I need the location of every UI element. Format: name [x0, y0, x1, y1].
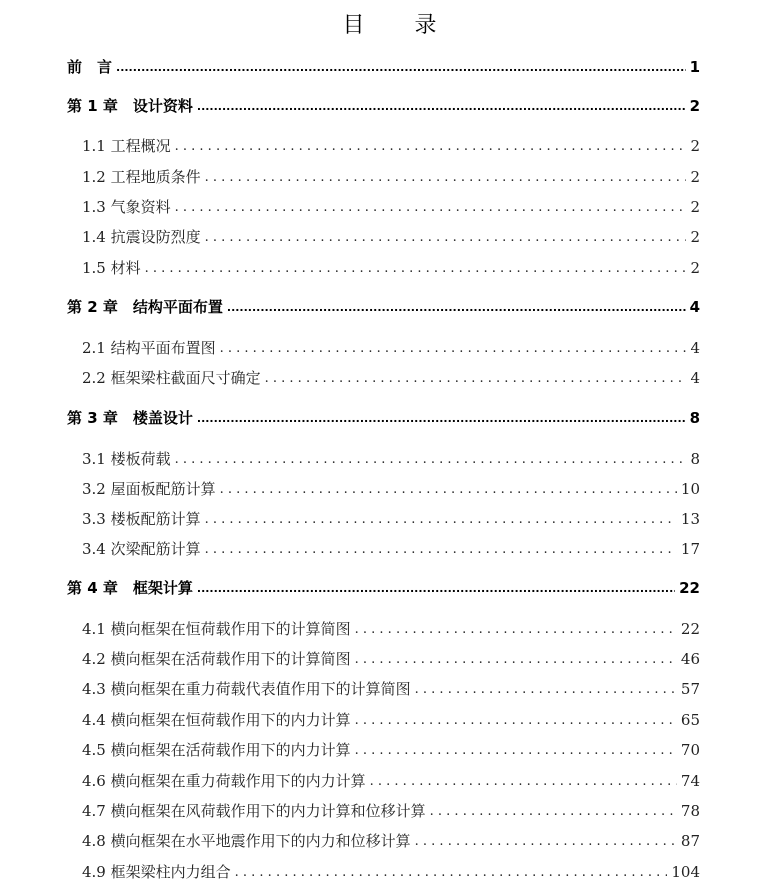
toc-section-entry[interactable] [82, 739, 700, 760]
dot-leader [235, 862, 668, 880]
toc-section-entry[interactable] [82, 478, 700, 499]
toc-entry-label: 1.4 抗震设防烈度 [82, 228, 201, 246]
dot-leader [197, 578, 675, 596]
toc-entry-page-number: 17 [680, 540, 700, 558]
toc-entry-label: 4.8 横向框架在水平地震作用下的内力和位移计算 [82, 832, 411, 850]
toc-entry-page-number: 46 [680, 650, 700, 668]
toc-section-entry[interactable] [82, 257, 700, 278]
toc-section-entry[interactable] [82, 508, 700, 529]
toc-entry-label: 第 4 章 框架计算 [67, 579, 193, 597]
toc-entry-page-number: 1 [689, 58, 700, 76]
dot-leader [205, 227, 687, 245]
toc-entry-label: 第 3 章 楼盖设计 [67, 409, 193, 427]
toc-entry-label: 4.6 横向框架在重力荷载作用下的内力计算 [82, 772, 366, 790]
toc-chapter-entry[interactable] [67, 95, 700, 116]
toc-section-entry[interactable] [82, 618, 700, 639]
toc-section-entry[interactable] [82, 678, 700, 699]
toc-entry-page-number: 2 [689, 97, 700, 115]
toc-entry-page-number: 2 [690, 198, 700, 216]
toc-entry-page-number: 87 [680, 832, 700, 850]
toc-section-entry[interactable] [82, 770, 700, 791]
dot-leader [415, 831, 677, 849]
toc-section-entry[interactable] [82, 448, 700, 469]
toc-entry-page-number: 78 [680, 802, 700, 820]
toc-chapter-entry[interactable] [67, 577, 700, 598]
toc-section-entry[interactable] [82, 830, 700, 851]
dot-leader [197, 96, 686, 114]
toc-entry-label: 3.4 次梁配筋计算 [82, 540, 201, 558]
toc-entry-label: 4.7 横向框架在风荷载作用下的内力计算和位移计算 [82, 802, 426, 820]
toc-title: 目 录 [342, 13, 451, 38]
toc-chapter-entry[interactable] [67, 56, 700, 77]
toc-entry-label: 3.1 楼板荷载 [82, 450, 171, 468]
toc-entry-page-number: 4 [690, 339, 700, 357]
toc-entry-label: 4.2 横向框架在活荷载作用下的计算简图 [82, 650, 351, 668]
toc-entry-page-number: 2 [690, 137, 700, 155]
toc-entry-page-number: 74 [680, 772, 700, 790]
toc-entry-page-number: 2 [690, 259, 700, 277]
dot-leader [355, 649, 677, 667]
toc-chapter-entry[interactable] [67, 407, 700, 428]
dot-leader [205, 167, 687, 185]
toc-entry-label: 4.4 横向框架在恒荷载作用下的内力计算 [82, 711, 351, 729]
dot-leader [355, 740, 677, 758]
toc-entry-label: 1.5 材料 [82, 259, 141, 277]
dot-leader [205, 509, 677, 527]
toc-entry-page-number: 4 [690, 369, 700, 387]
toc-entry-page-number: 70 [680, 741, 700, 759]
dot-leader [197, 408, 686, 426]
dot-leader [220, 479, 677, 497]
toc-section-entry[interactable] [82, 166, 700, 187]
toc-entry-page-number: 2 [690, 168, 700, 186]
toc-section-entry[interactable] [82, 196, 700, 217]
toc-section-entry[interactable] [82, 800, 700, 821]
toc-entry-page-number: 2 [690, 228, 700, 246]
dot-leader [355, 710, 677, 728]
toc-section-entry[interactable] [82, 226, 700, 247]
toc-entry-label: 4.5 横向框架在活荷载作用下的内力计算 [82, 741, 351, 759]
toc-chapter-entry[interactable] [67, 296, 700, 317]
toc-entry-label: 4.9 框架梁柱内力组合 [82, 863, 231, 881]
toc-entry-page-number: 8 [690, 450, 700, 468]
dot-leader [175, 197, 687, 215]
toc-entry-page-number: 4 [689, 298, 700, 316]
toc-entry-page-number: 8 [689, 409, 700, 427]
dot-leader [355, 619, 677, 637]
toc-entry-label: 2.2 框架梁柱截面尺寸确定 [82, 369, 261, 387]
dot-leader [415, 679, 677, 697]
toc-entry-label: 1.3 气象资料 [82, 198, 171, 216]
toc-entry-page-number: 22 [679, 579, 700, 597]
dot-leader [175, 136, 687, 154]
dot-leader [265, 368, 687, 386]
toc-section-entry[interactable] [82, 337, 700, 358]
toc-entry-label: 3.3 楼板配筋计算 [82, 510, 201, 528]
toc-section-entry[interactable] [82, 135, 700, 156]
toc-entry-label: 前 言 [67, 58, 113, 76]
toc-section-entry[interactable] [82, 367, 700, 388]
dot-leader [220, 338, 687, 356]
toc-entry-page-number: 104 [671, 863, 700, 881]
toc-entry-page-number: 10 [680, 480, 700, 498]
dot-leader [205, 539, 677, 557]
toc-entry-label: 1.1 工程概况 [82, 137, 171, 155]
toc-entry-label: 第 1 章 设计资料 [67, 97, 193, 115]
toc-entry-page-number: 13 [680, 510, 700, 528]
toc-entry-label: 2.1 结构平面布置图 [82, 339, 216, 357]
toc-entry-label: 1.2 工程地质条件 [82, 168, 201, 186]
dot-leader [227, 297, 686, 315]
toc-section-entry[interactable] [82, 861, 700, 882]
toc-section-entry[interactable] [82, 709, 700, 730]
dot-leader [430, 801, 677, 819]
toc-entry-page-number: 57 [680, 680, 700, 698]
toc-entry-label: 3.2 屋面板配筋计算 [82, 480, 216, 498]
dot-leader [370, 771, 677, 789]
toc-entry-label: 第 2 章 结构平面布置 [67, 298, 223, 316]
dot-leader [116, 57, 686, 75]
dot-leader [175, 449, 687, 467]
toc-section-entry[interactable] [82, 648, 700, 669]
dot-leader [145, 258, 687, 276]
toc-entry-page-number: 65 [680, 711, 700, 729]
toc-entry-page-number: 22 [680, 620, 700, 638]
toc-entry-label: 4.1 横向框架在恒荷载作用下的计算简图 [82, 620, 351, 638]
toc-section-entry[interactable] [82, 538, 700, 559]
toc-entry-label: 4.3 横向框架在重力荷载代表值作用下的计算简图 [82, 680, 411, 698]
